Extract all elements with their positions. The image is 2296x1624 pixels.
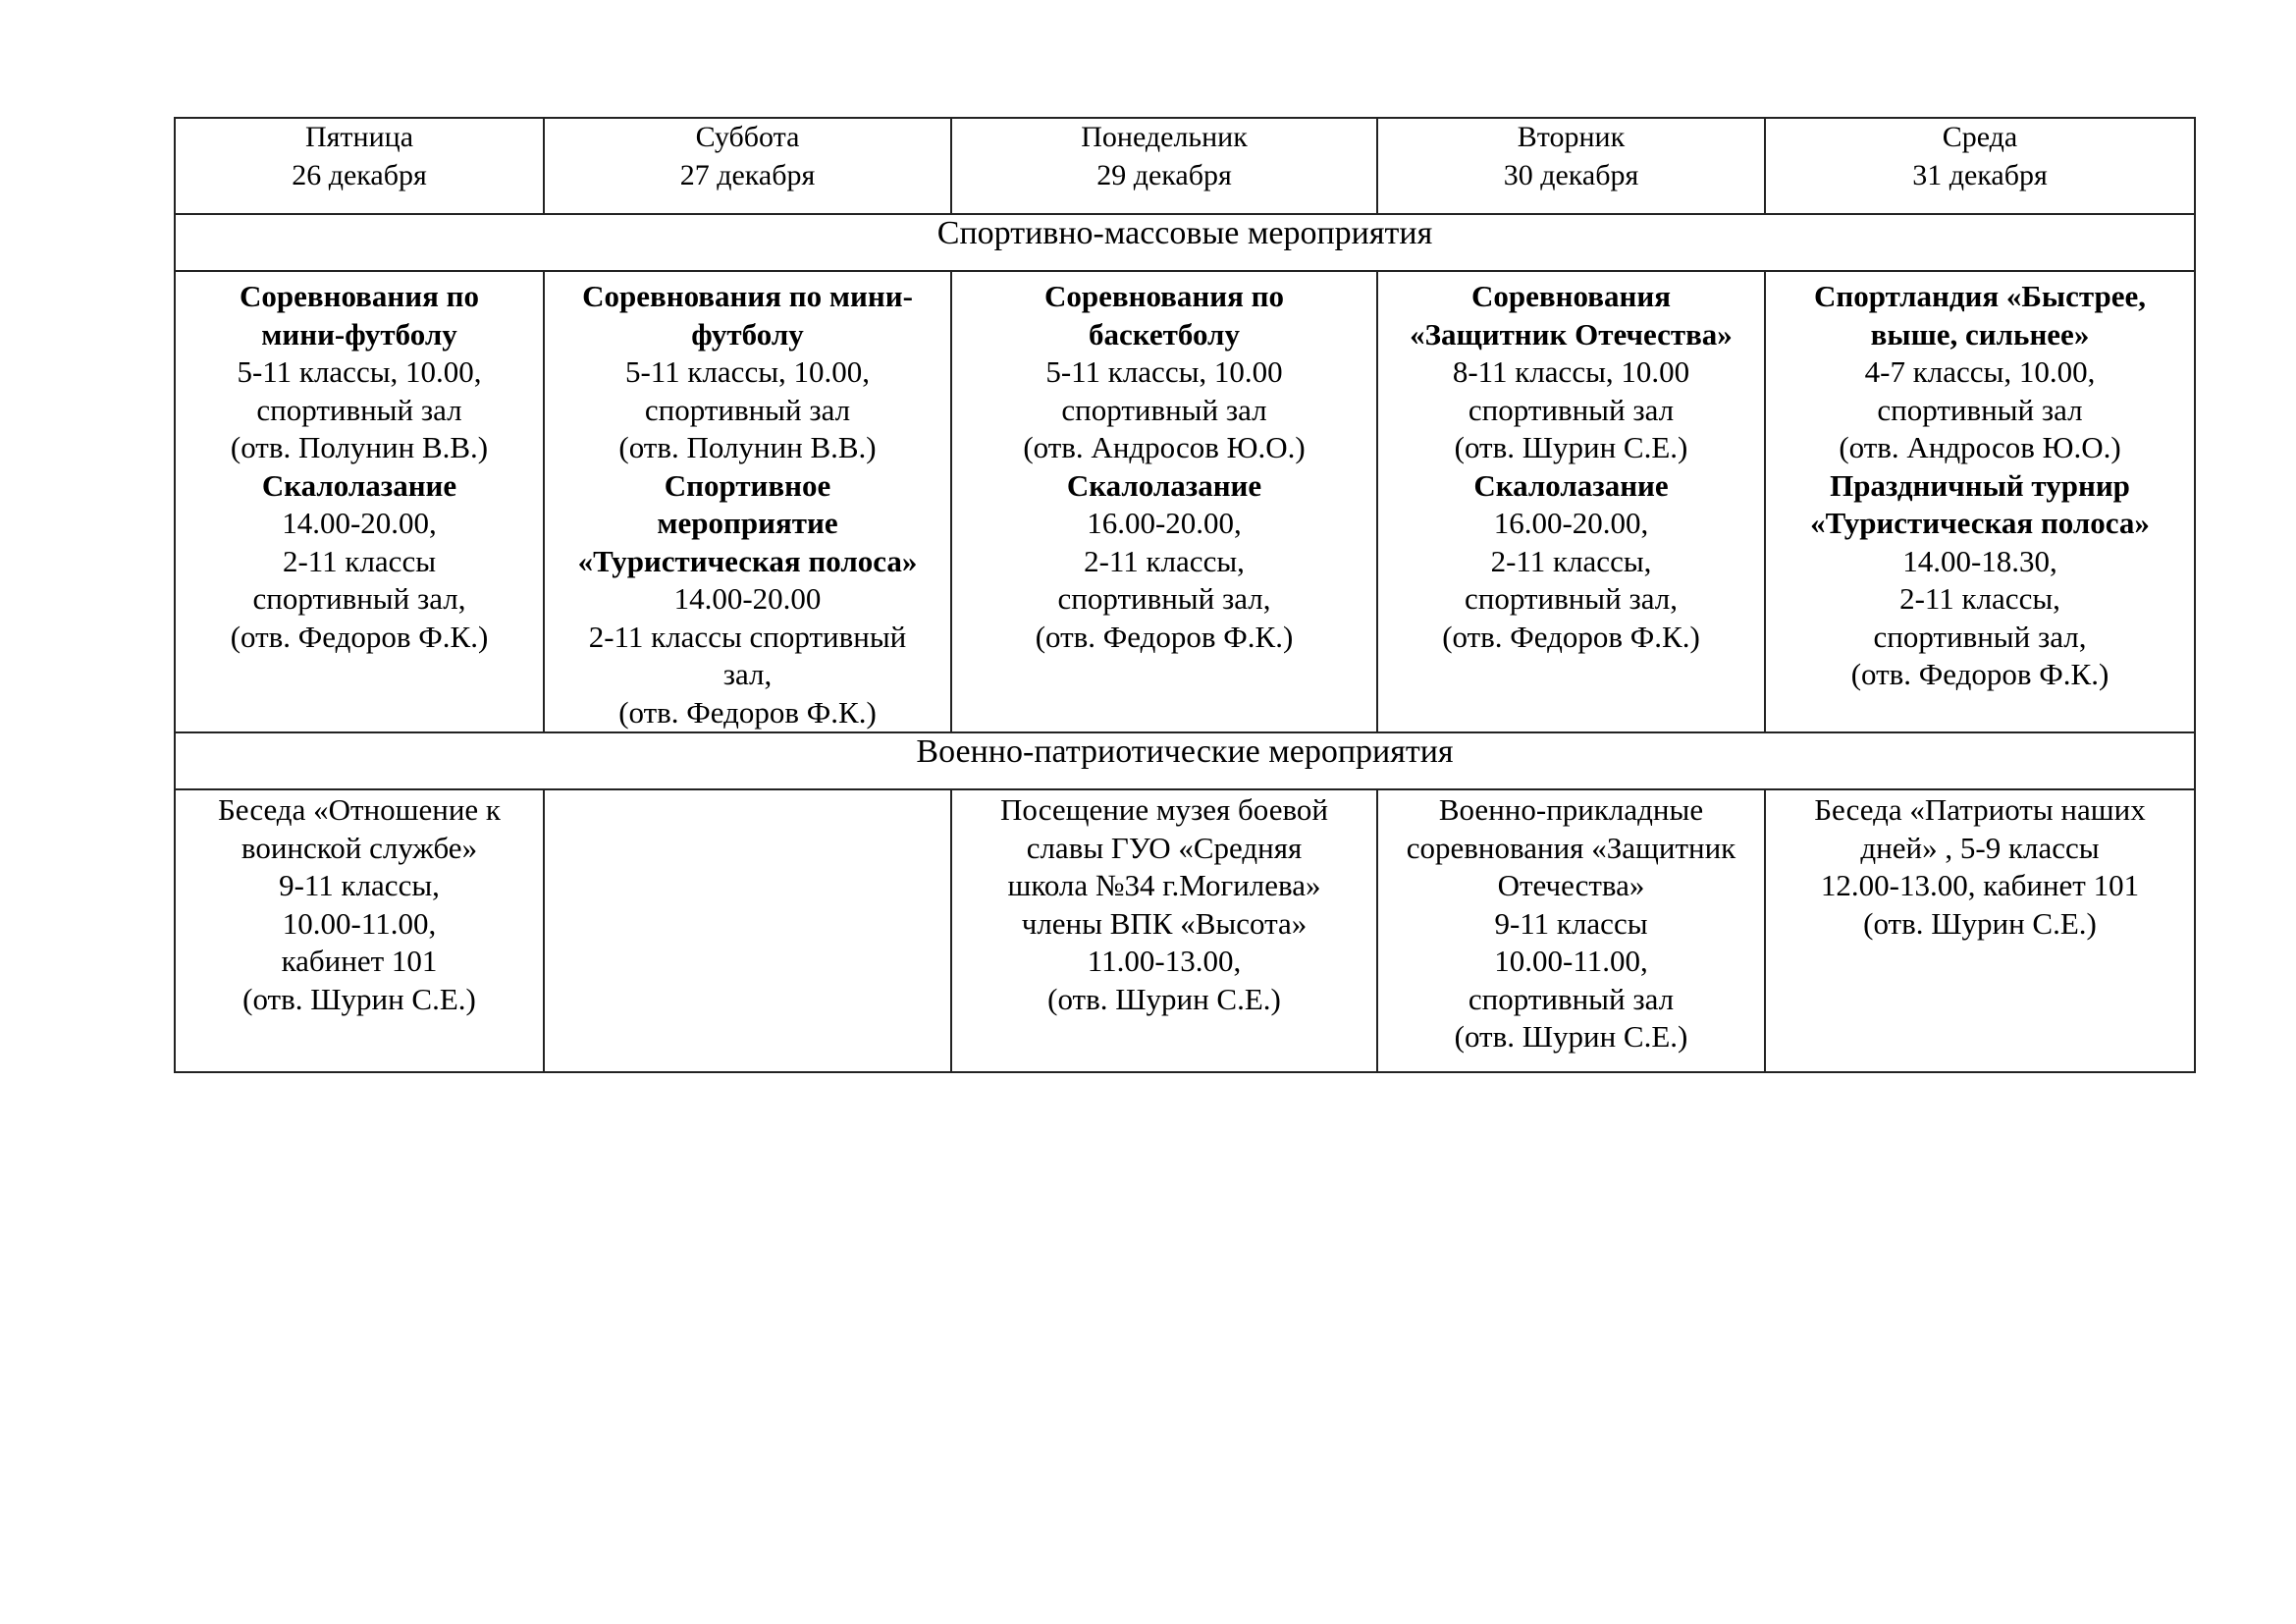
cell-line: 2-11 классы,	[1490, 543, 1652, 578]
cell-line: 12.00-13.00, кабинет 101	[1820, 868, 2140, 902]
cell-line: (отв. Федоров Ф.К.)	[1442, 619, 1700, 654]
cell-line: Военно-прикладные	[1438, 792, 1704, 827]
cell-line: 16.00-20.00,	[1087, 506, 1242, 540]
cell-line: (отв. Андросов Ю.О.)	[1839, 430, 2121, 464]
cell-line: Соревнования по	[1043, 279, 1285, 313]
cell-line: 14.00-18.30,	[1902, 543, 2057, 578]
cell-line: (отв. Шурин С.Е.)	[1454, 1019, 1688, 1054]
day-date: 29 декабря	[1096, 158, 1232, 191]
military-section-row	[175, 732, 2195, 789]
day-date: 26 декабря	[292, 158, 427, 191]
cell-line: дней» , 5-9 классы	[1860, 830, 2100, 865]
military-cell	[175, 789, 544, 1072]
cell-line: зал,	[722, 657, 773, 691]
day-name: Суббота	[695, 121, 800, 153]
cell-line: члены ВПК «Высота»	[1021, 905, 1308, 941]
military-cell	[1765, 789, 2195, 1072]
sport-cell	[1765, 271, 2195, 732]
cell-line: спортивный зал	[1468, 981, 1675, 1016]
sport-section-row	[175, 214, 2195, 271]
cell-line: мини-футболу	[261, 316, 457, 352]
cell-line: 9-11 классы	[1494, 905, 1648, 941]
sport-section-title: Спортивно-массовые мероприятия	[175, 214, 2195, 271]
cell-line: (отв. Полунин В.В.)	[230, 430, 489, 464]
cell-line: Соревнования по	[239, 279, 480, 313]
cell-line: (отв. Шурин С.Е.)	[1863, 905, 2097, 941]
cell-line: (отв. Федоров Ф.К.)	[1035, 619, 1294, 654]
cell-line: выше, сильнее»	[1870, 316, 2090, 352]
cell-line: 9-11 классы,	[279, 868, 440, 902]
cell-line: школа №34 г.Могилева»	[1007, 868, 1321, 902]
sport-cell	[1377, 271, 1765, 732]
cell-line: (отв. Федоров Ф.К.)	[230, 619, 489, 654]
sport-cell	[175, 271, 544, 732]
cell-line: 5-11 классы, 10.00	[1045, 354, 1283, 389]
cell-line: спортивный зал	[1877, 392, 2083, 427]
cell-line: 2-11 классы спортивный	[588, 619, 907, 654]
cell-line: воинской службе»	[240, 830, 478, 865]
cell-line: Отечества»	[1497, 868, 1645, 902]
cell-line: (отв. Шурин С.Е.)	[1047, 981, 1281, 1016]
day-name: Понедельник	[1081, 121, 1248, 153]
cell-line: спортивный зал,	[1465, 581, 1678, 616]
cell-line: спортивный зал	[644, 392, 851, 427]
cell-line: Беседа «Патриоты наших	[1814, 792, 2146, 827]
cell-line: 5-11 классы, 10.00,	[624, 354, 871, 389]
cell-line: 5-11 классы, 10.00,	[237, 354, 482, 389]
cell-line: (отв. Полунин В.В.)	[618, 430, 877, 464]
military-events-row	[175, 789, 2195, 1072]
day-date: 31 декабря	[1912, 158, 2048, 191]
cell-line: Скалолазание	[1066, 467, 1262, 503]
military-cell	[544, 789, 951, 1072]
cell-line: 14.00-20.00,	[282, 506, 437, 540]
cell-line: (отв. Андросов Ю.О.)	[1023, 430, 1306, 464]
day-header-saturday	[544, 118, 951, 214]
cell-line: Скалолазание	[1473, 467, 1669, 503]
sport-cell	[544, 271, 951, 732]
cell-line: 8-11 классы, 10.00	[1452, 354, 1690, 389]
cell-line: (отв. Шурин С.Е.)	[1454, 430, 1688, 464]
cell-line: Посещение музея боевой	[1000, 792, 1328, 827]
cell-line: «Туристическая полоса»	[577, 543, 918, 578]
day-header-monday	[951, 118, 1377, 214]
day-name: Среда	[1942, 121, 2018, 153]
cell-line: Скалолазание	[261, 467, 457, 503]
day-header-wednesday	[1765, 118, 2195, 214]
cell-line: мероприятие	[657, 506, 838, 540]
military-section-title: Военно-патриотические мероприятия	[175, 732, 2195, 789]
cell-line: Соревнования	[1471, 279, 1671, 313]
day-name: Пятница	[304, 121, 414, 153]
cell-line: славы ГУО «Средняя	[1026, 830, 1303, 865]
cell-line: баскетболу	[1089, 316, 1240, 352]
cell-line: спортивный зал,	[1057, 581, 1271, 616]
cell-line: Спортландия «Быстрее,	[1814, 279, 2146, 313]
cell-line: 16.00-20.00,	[1493, 506, 1649, 540]
events-schedule-table	[174, 117, 2196, 1073]
cell-line: Беседа «Отношение к	[217, 792, 501, 827]
day-date: 27 декабря	[679, 158, 816, 191]
cell-line: Соревнования по мини-	[582, 279, 913, 313]
cell-line: кабинет 101	[281, 944, 438, 978]
military-cell	[1377, 789, 1765, 1072]
cell-line: «Защитник Отечества»	[1410, 316, 1733, 352]
cell-line: 14.00-20.00	[673, 581, 822, 616]
day-name: Вторник	[1517, 121, 1626, 153]
cell-line: 2-11 классы	[282, 543, 437, 578]
cell-line: Праздничный турнир	[1830, 467, 2130, 503]
sport-cell	[951, 271, 1377, 732]
cell-line: 2-11 классы,	[1084, 543, 1245, 578]
cell-line: (отв. Шурин С.Е.)	[242, 981, 476, 1016]
cell-line: 4-7 классы, 10.00,	[1864, 354, 2096, 389]
cell-line: спортивный зал	[1468, 392, 1675, 427]
cell-line: футболу	[691, 316, 804, 352]
day-header-friday	[175, 118, 544, 214]
cell-line: спортивный зал	[256, 392, 462, 427]
cell-line: спортивный зал,	[252, 581, 466, 616]
header-row	[175, 118, 2195, 214]
cell-line: 2-11 классы,	[1899, 581, 2060, 616]
cell-line: «Туристическая полоса»	[1810, 506, 2150, 540]
cell-line: 10.00-11.00,	[282, 905, 437, 941]
cell-line: 10.00-11.00,	[1494, 944, 1648, 978]
military-cell	[951, 789, 1377, 1072]
cell-line: соревнования «Защитник	[1406, 830, 1736, 865]
cell-line: спортивный зал	[1061, 392, 1267, 427]
cell-line: (отв. Федоров Ф.К.)	[618, 694, 877, 730]
cell-line: спортивный зал,	[1873, 619, 2087, 654]
cell-line: Спортивное	[664, 467, 831, 503]
cell-line: 11.00-13.00,	[1087, 944, 1242, 978]
sport-events-row	[175, 271, 2195, 732]
day-date: 30 декабря	[1503, 158, 1639, 191]
cell-line: (отв. Федоров Ф.К.)	[1850, 657, 2109, 691]
day-header-tuesday	[1377, 118, 1765, 214]
